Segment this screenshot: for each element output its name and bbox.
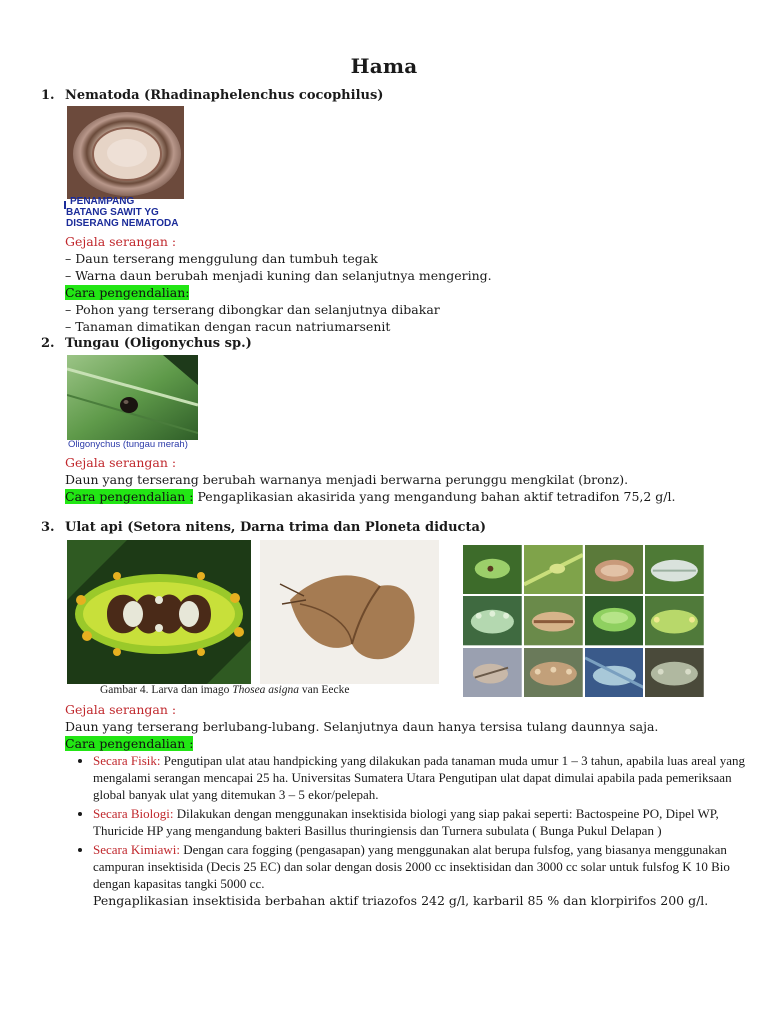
caterpillar-thumbnail <box>524 596 583 645</box>
control-item: – Tanaman dimatikan dengan racun natriumarsenit <box>65 319 391 334</box>
method-text: Pengutipan ulat atau handpicking yang dilakukan pada tanaman muda umur 1 – 3 tahun, apabila luas areal yang mengalami serangan mencapai 25 ha. Universitas Sumatera Utara Pengutipan ulat dapat dimulai apabila pada pemeriksaan global banyak ulat yang ditemukan 3 – 5 ekor/pelepah. <box>93 753 745 802</box>
control-label: Cara pengendalian : <box>65 736 194 751</box>
control-method-item <box>93 841 753 909</box>
section-title: Nematoda (Rhadinaphelenchus cocophilus) <box>65 88 384 103</box>
caterpillar-thumbnail <box>585 596 644 645</box>
mite-on-leaf-photo <box>67 355 198 440</box>
caterpillar-thumbnail <box>463 596 522 645</box>
symptom-text: Daun yang terserang berubah warnanya menjadi berwarna perunggu mengkilat (bronz). <box>65 472 629 487</box>
method-text: Dengan cara fogging (pengasapan) yang menggunakan alat berupa fulsfog, yang biasanya menggunakan campuran insektisida (Decis 25 EC) dan solar dengan dosis 2000 cc insektisidan dan 3000 cc solar untuk fulsfog K 10 Bio dengan kapasitas tangki 5000 cc. <box>93 842 730 891</box>
section-1-heading <box>41 88 383 103</box>
method-label: Secara Kimiawi: <box>93 842 180 857</box>
symptoms-label: Gejala serangan : <box>65 455 177 470</box>
symptom-item: – Warna daun berubah menjadi kuning dan selanjutnya mengering. <box>65 268 492 283</box>
symptoms-label: Gejala serangan : <box>65 234 177 249</box>
nematode-photo-caption <box>66 196 206 229</box>
section-title: Tungau (Oligonychus sp.) <box>65 336 252 351</box>
caption-text: Gambar 4. Larva dan imago <box>100 684 233 696</box>
caterpillar-thumbnail <box>524 545 583 594</box>
page-title: Hama <box>350 54 418 78</box>
caption-line: PENAMPANG <box>70 196 135 207</box>
caterpillar-thumbnail <box>585 545 644 594</box>
control-item: – Pohon yang terserang dibongkar dan selanjutnya dibakar <box>65 302 440 317</box>
caption-species: Thosea asigna <box>232 684 299 696</box>
section-number: 2. <box>41 336 55 351</box>
mite-photo-caption: Oligonychus (tungau merah) <box>68 439 188 450</box>
section-number: 1. <box>41 88 55 103</box>
control-methods-list <box>66 752 753 911</box>
caterpillar-thumbnail <box>524 648 583 697</box>
moth-photo <box>260 540 439 684</box>
control-method-item <box>93 752 753 803</box>
section-2-heading <box>41 336 252 351</box>
caterpillar-photo-grid <box>463 545 704 697</box>
symptom-item: – Daun terserang menggulung dan tumbuh tegak <box>65 251 378 266</box>
caterpillar-thumbnail <box>645 596 704 645</box>
method-text-extra: Pengaplikasian insektisida berbahan aktif triazofos 242 g/l, karbaril 85 % dan klorpirifos 200 g/l. <box>93 893 709 908</box>
caterpillar-thumbnail <box>645 545 704 594</box>
caterpillar-thumbnail <box>645 648 704 697</box>
caption-text: van Eecke <box>298 684 350 696</box>
control-label: Cara pengendalian : <box>65 489 194 504</box>
method-text: Dilakukan dengan menggunakan insektisida biologi yang siap pakai seperti: Bactospeine PO, Dipel WP, Thuricide HP yang mengandung bakteri Basillus thuringiensis dan Turnera subulata ( Bunga Pukul Delapan ) <box>93 806 719 838</box>
control-text: Pengaplikasian akasirida yang mengandung bahan aktif tetradifon 75,2 g/l. <box>193 489 676 504</box>
caterpillar-thumbnail <box>585 648 644 697</box>
symptoms-label: Gejala serangan : <box>65 702 177 717</box>
section-title: Ulat api (Setora nitens, Darna trima dan Ploneta diducta) <box>65 520 487 535</box>
caption-line: DISERANG NEMATODA <box>66 218 179 229</box>
control-method-item <box>93 805 753 839</box>
section-3-heading <box>41 520 486 535</box>
method-label: Secara Fisik: <box>93 753 161 768</box>
larva-photo <box>67 540 251 684</box>
larva-moth-caption <box>100 684 349 696</box>
symptom-text: Daun yang terserang berlubang-lubang. Selanjutnya daun hanya tersisa tulang daunnya saja. <box>65 719 659 734</box>
caption-line: BATANG SAWIT YG <box>66 207 159 218</box>
nematode-trunk-photo <box>67 106 184 199</box>
section-number: 3. <box>41 520 55 535</box>
caterpillar-thumbnail <box>463 648 522 697</box>
method-label: Secara Biologi: <box>93 806 174 821</box>
caterpillar-thumbnail <box>463 545 522 594</box>
control-label: Cara pengendalian: <box>65 285 190 300</box>
